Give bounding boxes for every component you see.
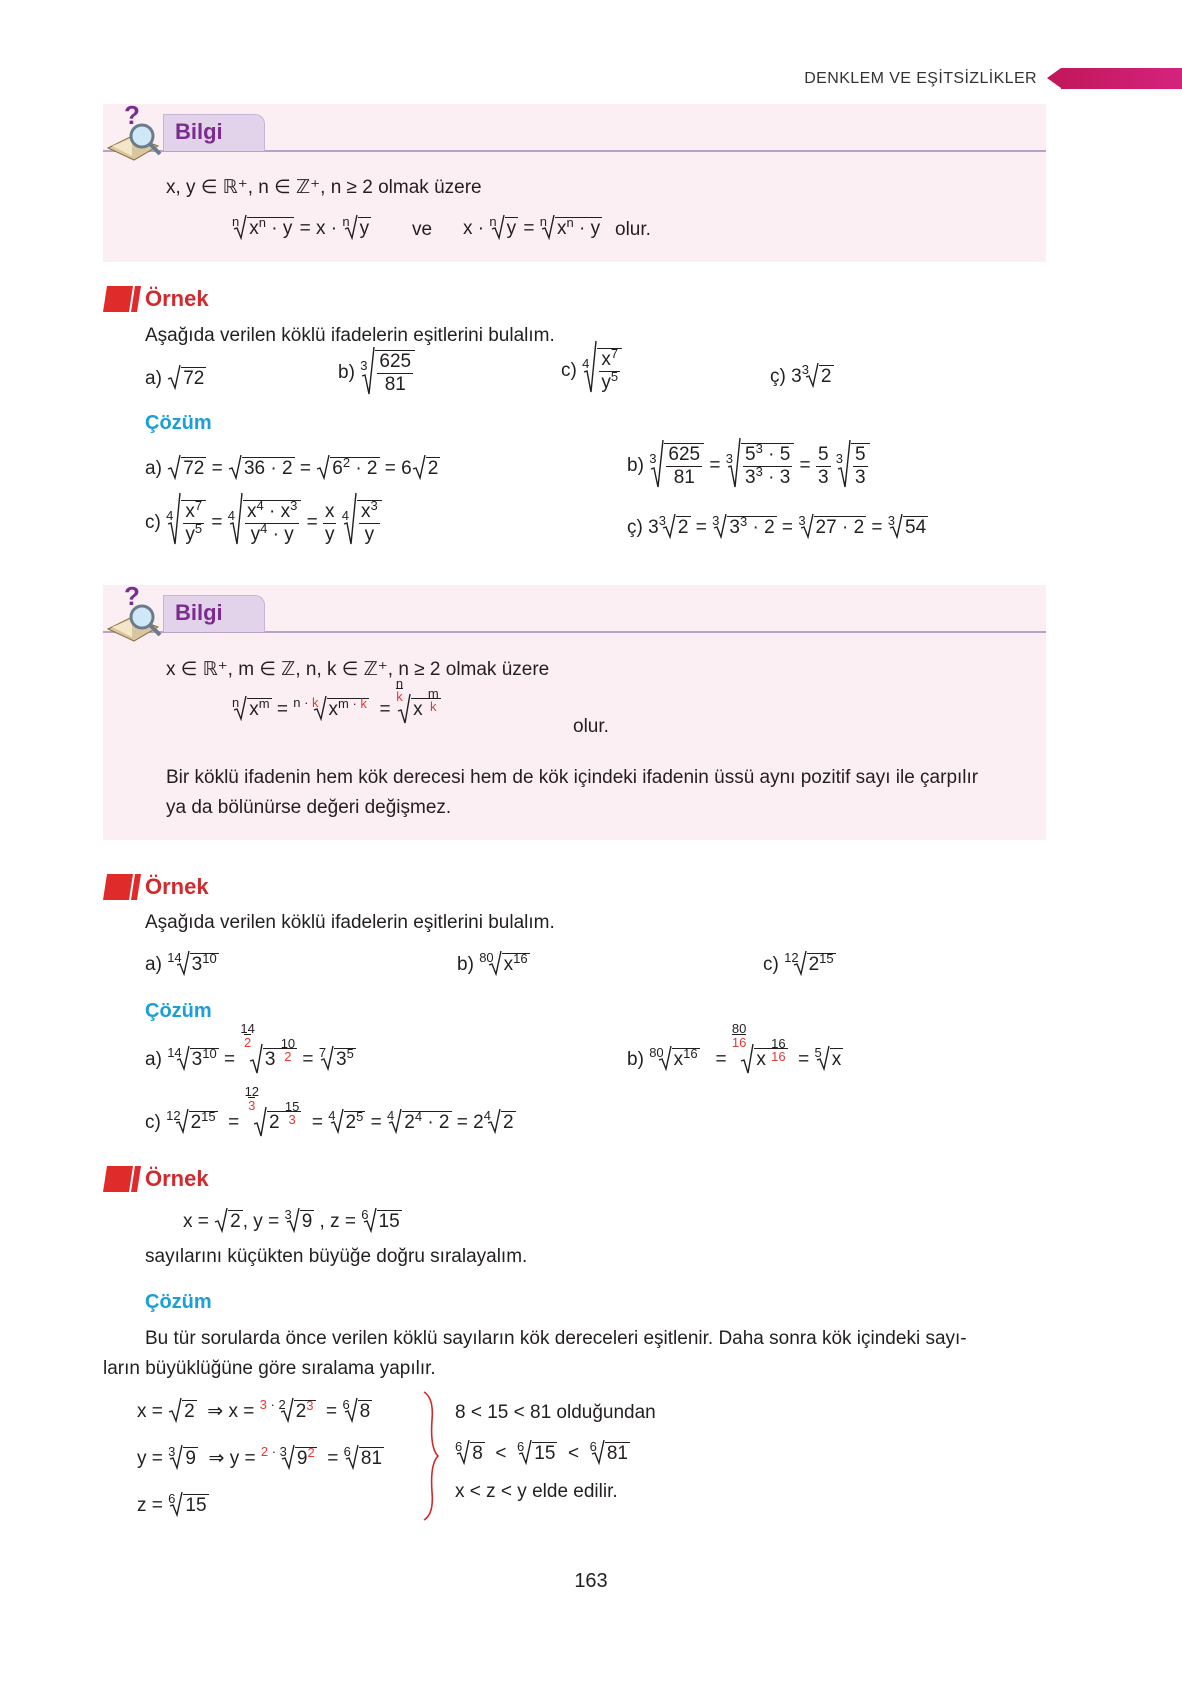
example-icon (103, 874, 141, 900)
info-label: Bilgi (175, 600, 223, 625)
given-values: x = 2 , y = $^3$ 9 , z = $^6$ 15 (183, 1207, 400, 1232)
example-icon (103, 286, 141, 312)
example-icon (103, 1166, 141, 1192)
example-label: Örnek (145, 1166, 209, 1191)
solution-label: Çözüm (145, 1000, 212, 1022)
explanation-line-1: Bu tür sorularda önce verilen köklü sayıların kök dereceleri eşitlenir. Daha sonra kök içindeki sayı- (145, 1328, 967, 1349)
info-note-line-2: ya da bölünürse değeri değişmez. (166, 797, 452, 818)
info-formula: $^n$ $x^m = ^{n \cdot k}$ $x^{m \cdot k} = n$ k x m k (232, 691, 441, 725)
question-b: b) $^{80}$ $x^{16}$ (457, 950, 528, 975)
step-x: x = 2 ⇒ x = $^{3 \cdot 2}$ $2^3 = ^6$ 8 (137, 1397, 371, 1422)
solution-label: Çözüm (145, 1291, 212, 1313)
example-prompt: sayılarını küçükten büyüğe doğru sıralayalım. (145, 1246, 528, 1267)
solution-c: c) $^4$ $\frac{x^7}{y^5}$ = $^4$ $\frac{x^4 \cdot x^3}{y^4 \cdot y}$ = $\frac{x}{y}$ $^4$ $\frac{x^3}{y}$ (145, 500, 382, 546)
example-prompt: Aşağıda verilen köklü ifadelerin eşitlerini bulalım. (145, 325, 555, 346)
info-condition: x, y ∈ ℝ⁺, n ∈ ℤ⁺, n ≥ 2 olmak üzere (166, 177, 482, 198)
solution-a: a) 72 = 36 · 2 = $6^2 \cdot 2 = 6$ 2 (145, 455, 439, 479)
question-c: c) $^{12}$ $2^{15}$ (763, 950, 834, 975)
info-note-line-1: Bir köklü ifadenin hem kök derecesi hem de kök içindeki ifadenin üssü aynı pozitif sayı ile çarpılır (166, 767, 979, 788)
result-line-3: x < z < y elde edilir. (455, 1481, 618, 1502)
chapter-tab-marker (1047, 68, 1182, 89)
info-label: Bilgi (175, 119, 223, 144)
step-z: z = $^6$ 15 (137, 1491, 207, 1516)
solution-b: b) $^{80}$ $x^{16} = 80$ 16 x 16 16 = $^5$ x (627, 1040, 843, 1075)
example-label: Örnek (145, 874, 209, 899)
info-box-2 (103, 585, 1046, 840)
question-b: b) $^3$ $\frac{625}{81}$ (338, 350, 415, 396)
solution-c: c) $^{12}$ $2^{15} = 12$ 3 2 15 3 = $^4$ $2^5 = ^4$ $2^4 \cdot 2 = 2^4$ 2 (145, 1103, 516, 1138)
formula-right: x · $^n$ y = $^n$ $x^n \cdot y$ (463, 214, 601, 239)
example-prompt: Aşağıda verilen köklü ifadelerin eşitlerini bulalım. (145, 912, 555, 933)
explanation-line-2: ların büyüklüğüne göre sıralama yapılır. (103, 1358, 436, 1379)
svg-text:?: ? (124, 102, 140, 130)
and-word: ve (412, 219, 433, 240)
question-a: a) $^{14}$ $3^{10}$ (145, 950, 217, 975)
step-y: y = $^3$ 9 ⇒ y = $^{2 \cdot 3}$ $9^2 = ^6$ 81 (137, 1444, 383, 1469)
result-line-2: $^6$ 8 < $^6$ 15 < $^6$ 81 (455, 1439, 628, 1464)
svg-text:?: ? (124, 583, 140, 611)
solution-b: b) $^3$ $\frac{625}{81}$ = $^3$ $\frac{5^3 \cdot 5}{3^3 \cdot 3}$ = $\frac{5}{3}$ $^3$ $\frac{5}{3}$ (627, 443, 870, 489)
right-brace (420, 1390, 442, 1522)
olur-text: olur. (615, 219, 651, 240)
info-box-1 (103, 104, 1046, 262)
magnifier-book-icon (100, 583, 170, 649)
info-condition: x ∈ ℝ⁺, m ∈ ℤ, n, k ∈ ℤ⁺, n ≥ 2 olmak üzere (166, 659, 550, 680)
example-label: Örnek (145, 286, 209, 311)
question-cc: ç) $3^3$ 2 (770, 362, 832, 387)
magnifier-book-icon (100, 102, 170, 168)
question-a: a) 72 (145, 367, 206, 390)
olur-text: olur. (573, 716, 609, 737)
page-number: 163 (574, 1570, 608, 1592)
solution-cc: ç) $3^3$ 2 = $^3$ $3^3 \cdot 2 = ^3$ 27 · 2 = $^3$ 54 (627, 513, 927, 538)
chapter-title: DENKLEM VE EŞİTSİZLİKLER (804, 70, 1037, 87)
solution-a: a) $^{14}$ $3^{10} = 14$ 2 3 10 2 = $^7$ $3^5$ (145, 1040, 356, 1075)
question-c: c) $^4$ $\frac{x^7}{y^5}$ (561, 348, 622, 394)
formula-left: $^n$ $x^n \cdot y = x \cdot ^n$ y (232, 214, 370, 239)
result-line-1: 8 < 15 < 81 olduğundan (455, 1402, 656, 1423)
solution-label: Çözüm (145, 412, 212, 434)
